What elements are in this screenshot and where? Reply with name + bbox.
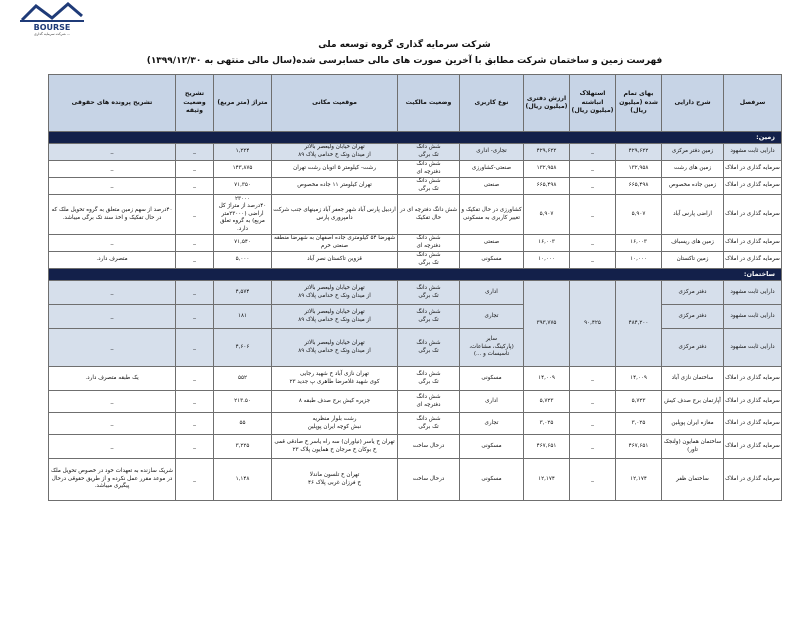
area-cell: ۷۱,۵۴۰	[214, 235, 272, 252]
collateral-cell: _	[176, 252, 214, 269]
column-header: بهای تمام شده (میلیون ریال)	[616, 75, 662, 132]
category-cell: سرمایه گذاری در املاک	[724, 252, 782, 269]
usage-cell: تجاری- اداری	[460, 144, 524, 161]
location-cell: شهرضا ۵۴ کیلومتری جاده اصفهان به شهرضا منطقه صنعتی خرم	[272, 235, 398, 252]
depreciation-cell: _	[570, 161, 616, 178]
book-value-cell: ۶۶۵,۴۹۸	[524, 178, 570, 195]
ownership-cell: درحال ساخت	[398, 435, 460, 459]
table-row	[49, 413, 782, 435]
header-row	[49, 75, 782, 132]
area-cell: ۲۱۳.۵۰	[214, 391, 272, 413]
collateral-cell: _	[176, 195, 214, 235]
depreciation-cell: _	[570, 178, 616, 195]
book-value-cell: ۱۳۲,۹۵۸	[524, 161, 570, 178]
ownership-cell: شش دانگ تک برگی	[398, 281, 460, 305]
ownership-cell: شش دانگ دفترچه ای در حال تفکیک	[398, 195, 460, 235]
legal-cell: _	[49, 281, 176, 305]
area-cell: ۵,۰۰۰	[214, 252, 272, 269]
table-row	[49, 195, 782, 235]
category-cell: سرمایه گذاری در املاک	[724, 161, 782, 178]
category-cell: سرمایه گذاری در املاک	[724, 413, 782, 435]
book-value-cell: ۱۰,۰۰۰	[524, 252, 570, 269]
section-header	[49, 132, 782, 144]
area-cell: ۵۵۲	[214, 367, 272, 391]
usage-cell: اداری	[460, 391, 524, 413]
category-cell: سرمایه گذاری در املاک	[724, 435, 782, 459]
bourse-logo	[12, 2, 92, 36]
ownership-cell: شش دانگ دفترچه ای	[398, 161, 460, 178]
section-label: ساختمان:	[49, 269, 782, 281]
depreciation-cell: _	[570, 413, 616, 435]
legal-cell: ۴۰درصد از سهم زمین متعلق به گروه تحویل ملک که در حال تفکیک و اخذ سند تک برگی میباشد.	[49, 195, 176, 235]
depreciation-cell: _	[570, 195, 616, 235]
table-row	[49, 178, 782, 195]
table-row	[49, 235, 782, 252]
depreciation-cell: _	[570, 252, 616, 269]
usage-cell: سایر (پارکینگ، مشاعات، تاسیسات و ...)	[460, 329, 524, 367]
legal-cell: _	[49, 329, 176, 367]
collateral-cell: _	[176, 161, 214, 178]
column-header: استهلاک انباشته (میلیون ریال)	[570, 75, 616, 132]
usage-cell: مسکونی	[460, 459, 524, 501]
category-cell: دارایی ثابت مشهود	[724, 144, 782, 161]
area-cell: ۷۱,۳۵۰	[214, 178, 272, 195]
area-cell: ۱۸۱	[214, 305, 272, 329]
usage-cell: تجاری	[460, 305, 524, 329]
table-row	[49, 281, 782, 305]
collateral-cell: _	[176, 281, 214, 305]
book-value-cell: ۱۶,۰۰۳	[524, 235, 570, 252]
depreciation-cell: _	[570, 391, 616, 413]
description-cell: ساختمان ظفر	[662, 459, 724, 501]
logo-text: BOURSE	[33, 23, 71, 32]
column-header: تشریح پرونده های حقوقی	[49, 75, 176, 132]
book-value-cell: ۱۴,۰۰۹	[524, 367, 570, 391]
description-cell: دفتر مرکزی	[662, 281, 724, 305]
collateral-cell: _	[176, 459, 214, 501]
ownership-cell: شش دانگ تک برگی	[398, 367, 460, 391]
book-value-cell: ۴۲۹,۶۲۲	[524, 144, 570, 161]
cost-cell: ۴۶۷,۶۵۱	[616, 435, 662, 459]
cost-cell: ۱۶,۰۰۳	[616, 235, 662, 252]
cost-cell: ۴۸۴,۲۰۰	[616, 281, 662, 367]
ownership-cell: شش دانگ تک برگی	[398, 305, 460, 329]
location-cell: تهران خیابان ولیعصر بالاتر از میدان ونک خ خدامی پلاک ۸۹	[272, 144, 398, 161]
column-header: شرح دارایی	[662, 75, 724, 132]
cost-cell: ۶۶۵,۴۹۸	[616, 178, 662, 195]
collateral-cell: _	[176, 435, 214, 459]
ownership-cell: شش دانگ دفترچه ای	[398, 391, 460, 413]
description-cell: دفتر مرکزی	[662, 329, 724, 367]
table-row	[49, 367, 782, 391]
usage-cell: تجاری	[460, 413, 524, 435]
logo-subtitle: شرکت سرمایه گذاری ...	[33, 32, 71, 36]
cost-cell: ۳,۰۲۵	[616, 413, 662, 435]
category-cell: سرمایه گذاری در املاک	[724, 367, 782, 391]
description-cell: زمین های ریسباف	[662, 235, 724, 252]
depreciation-cell: _	[570, 367, 616, 391]
location-cell: تهران خیابان ولیعصر بالاتر از میدان ونک خ خدامی پلاک ۸۹	[272, 329, 398, 367]
book-value-cell: ۴۶۷,۶۵۱	[524, 435, 570, 459]
usage-cell: صنعتی	[460, 235, 524, 252]
area-cell: ۳,۲۲۵	[214, 435, 272, 459]
cost-cell: ۱۴,۰۰۹	[616, 367, 662, 391]
book-value-cell: ۳,۰۲۵	[524, 413, 570, 435]
cost-cell: ۴۲۹,۶۲۲	[616, 144, 662, 161]
depreciation-cell: ۹۰,۴۲۵	[570, 281, 616, 367]
description-cell: اراضی پارس آباد	[662, 195, 724, 235]
column-header: تشریح وضعیت وثیقه	[176, 75, 214, 132]
usage-cell: مسکونی	[460, 252, 524, 269]
cost-cell: ۱۲,۱۷۴	[616, 459, 662, 501]
ownership-cell: شش دانگ تک برگی	[398, 413, 460, 435]
description-cell: ساختمان نازی آباد	[662, 367, 724, 391]
description-cell: زمین تاکستان	[662, 252, 724, 269]
ownership-cell: درحال ساخت	[398, 459, 460, 501]
location-cell: اردبیل پارس آباد شهر جعفر آباد زمینهای جنب شرکت دامپروری پارس	[272, 195, 398, 235]
page-subtitle: فهرست زمین و ساختمان شرکت مطابق با آخرین صورت های مالی حسابرسی شده(سال مالی منتهی به ۱۳۹۹/۱۲/۳۰)	[146, 56, 663, 66]
category-cell: دارایی ثابت مشهود	[724, 281, 782, 305]
assets-table	[48, 74, 782, 501]
table-row	[49, 459, 782, 501]
description-cell: زمین جاده مخصوص	[662, 178, 724, 195]
location-cell: تهران نازی آباد خ شهید رجایی کوی شهید غلامرضا طاهری پ جدید ۲۳	[272, 367, 398, 391]
usage-cell: صنعتی-کشاورزی	[460, 161, 524, 178]
table-row	[49, 329, 782, 367]
cost-cell: ۱۳۲,۹۵۸	[616, 161, 662, 178]
location-cell: تهران کیلومتر ۱۱ جاده مخصوص	[272, 178, 398, 195]
legal-cell: _	[49, 391, 176, 413]
depreciation-cell: _	[570, 435, 616, 459]
area-cell: ۱۴۳,۸۷۵	[214, 161, 272, 178]
description-cell: زمین دفتر مرکزی	[662, 144, 724, 161]
cost-cell: ۵,۷۲۳	[616, 391, 662, 413]
ownership-cell: شش دانگ دفترچه ای	[398, 235, 460, 252]
table-row	[49, 252, 782, 269]
description-cell: ساختمان همایون (ولنجک تاور)	[662, 435, 724, 459]
table-row	[49, 391, 782, 413]
legal-cell: یک طبقه متصرف دارد.	[49, 367, 176, 391]
location-cell: رشت- کیلومتر ۵ اتوبان رشت تهران	[272, 161, 398, 178]
legal-cell: _	[49, 305, 176, 329]
area-cell: ۱,۲۲۴	[214, 144, 272, 161]
page-title: شرکت سرمایه گذاری گروه توسعه ملی	[318, 40, 491, 50]
location-cell: جزیره کیش برج صدف طبقه ۸	[272, 391, 398, 413]
location-cell: تهران خیابان ولیعصر بالاتر از میدان ونک خ خدامی پلاک ۸۹	[272, 305, 398, 329]
column-header: ارزش دفتری (میلیون ریال)	[524, 75, 570, 132]
area-cell: ۴,۵۷۴	[214, 281, 272, 305]
usage-cell: کشاورزی در حال تفکیک و تغییر کاربری به مسکونی	[460, 195, 524, 235]
legal-cell: _	[49, 178, 176, 195]
location-cell: رشت بلوار منظریه نبش کوچه ایران پوپلین	[272, 413, 398, 435]
location-cell: تهران خ تلسون ماندلا خ فرزان غربی پلاک ۴۶	[272, 459, 398, 501]
table-row	[49, 435, 782, 459]
area-cell: ۵۵	[214, 413, 272, 435]
legal-cell: شریک سازنده به تعهدات خود در خصوص تحویل ملک در موعد مقرر عمل نکرده و از طریق حقوقی درحال پیگیری میباشد.	[49, 459, 176, 501]
column-header: متراژ (متر مربع)	[214, 75, 272, 132]
category-cell: سرمایه گذاری در املاک	[724, 195, 782, 235]
legal-cell: _	[49, 413, 176, 435]
cost-cell: ۱۰,۰۰۰	[616, 252, 662, 269]
collateral-cell: _	[176, 144, 214, 161]
table-row	[49, 161, 782, 178]
category-cell: سرمایه گذاری در املاک	[724, 178, 782, 195]
usage-cell: صنعتی	[460, 178, 524, 195]
book-value-cell: ۱۲,۱۷۴	[524, 459, 570, 501]
column-header: سرفصل	[724, 75, 782, 132]
column-header: موقعیت مکانی	[272, 75, 398, 132]
collateral-cell: _	[176, 367, 214, 391]
category-cell: سرمایه گذاری در املاک	[724, 459, 782, 501]
description-cell: آپارتمان برج صدف کیش	[662, 391, 724, 413]
usage-cell: اداری	[460, 281, 524, 305]
legal-cell: _	[49, 235, 176, 252]
category-cell: دارایی ثابت مشهود	[724, 329, 782, 367]
book-value-cell: ۵,۹۰۷	[524, 195, 570, 235]
ownership-cell: شش دانگ تک برگی	[398, 144, 460, 161]
legal-cell: _	[49, 144, 176, 161]
collateral-cell: _	[176, 329, 214, 367]
category-cell: سرمایه گذاری در املاک	[724, 391, 782, 413]
usage-cell: مسکونی	[460, 367, 524, 391]
ownership-cell: شش دانگ تک برگی	[398, 252, 460, 269]
collateral-cell: _	[176, 235, 214, 252]
category-cell: سرمایه گذاری در املاک	[724, 235, 782, 252]
depreciation-cell: _	[570, 459, 616, 501]
ownership-cell: شش دانگ تک برگی	[398, 178, 460, 195]
collateral-cell: _	[176, 305, 214, 329]
collateral-cell: _	[176, 391, 214, 413]
book-value-cell: ۳۹۳,۷۷۵	[524, 281, 570, 367]
collateral-cell: _	[176, 413, 214, 435]
depreciation-cell: _	[570, 144, 616, 161]
legal-cell: _	[49, 161, 176, 178]
ownership-cell: شش دانگ تک برگی	[398, 329, 460, 367]
location-cell: تهران خ یاسر (نیاوران) سه راه یاسر خ صادقی قمی خ بوکان خ مرجان خ همایون پلاک ۲۳	[272, 435, 398, 459]
cost-cell: ۵,۹۰۷	[616, 195, 662, 235]
column-header: نوع کاربری	[460, 75, 524, 132]
description-cell: زمین های رشت	[662, 161, 724, 178]
depreciation-cell: _	[570, 235, 616, 252]
usage-cell: مسکونی	[460, 435, 524, 459]
area-cell: ۴,۶۰۶	[214, 329, 272, 367]
column-header: وضعیت مالکیت	[398, 75, 460, 132]
legal-cell: متصرف دارد.	[49, 252, 176, 269]
book-value-cell: ۵,۷۲۳	[524, 391, 570, 413]
location-cell: تهران خیابان ولیعصر بالاتر از میدان ونک خ خدامی پلاک ۸۹	[272, 281, 398, 305]
area-cell: ۱,۱۴۸	[214, 459, 272, 501]
description-cell: دفتر مرکزی	[662, 305, 724, 329]
description-cell: مغازه ایران پوپلین	[662, 413, 724, 435]
location-cell: قزوین تاکستان نصر آباد	[272, 252, 398, 269]
category-cell: دارایی ثابت مشهود	[724, 305, 782, 329]
table-row	[49, 144, 782, 161]
section-label: زمین:	[49, 132, 782, 144]
area-cell: ۲۳۰۰۰ ۴۰درصد از متراژ کل اراضی (۲۳۰۰۰متر مربع) به گروه تعلق دارد.	[214, 195, 272, 235]
table-row	[49, 305, 782, 329]
legal-cell: _	[49, 435, 176, 459]
collateral-cell: _	[176, 178, 214, 195]
section-header	[49, 269, 782, 281]
